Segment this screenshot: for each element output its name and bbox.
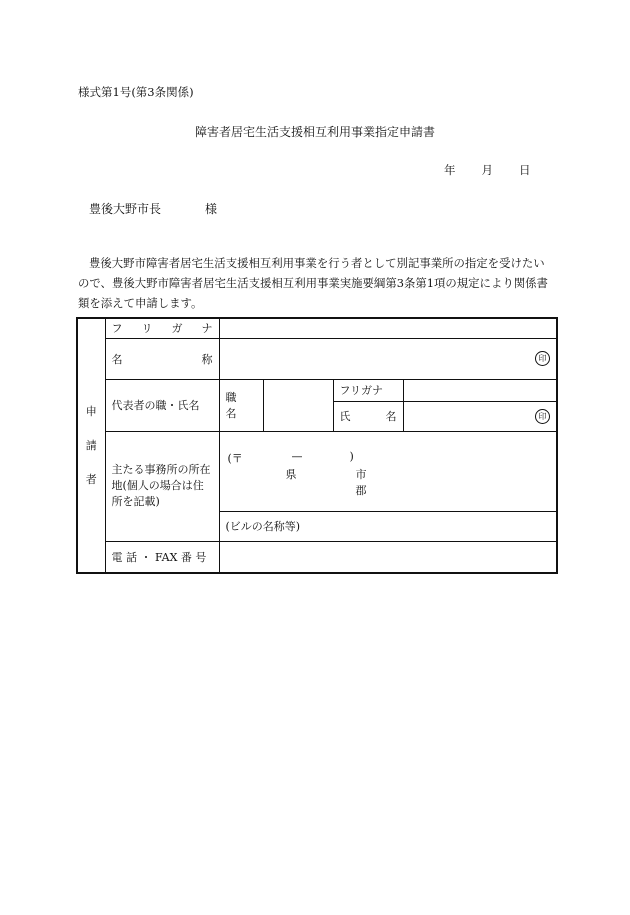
phone-fax-label: 電 話 ・ FAX 番 号 [105,541,219,573]
seal-mark: 印 [535,351,550,366]
applicant-side-label [77,318,105,573]
furigana-char: フ [111,322,123,336]
building-field[interactable] [219,511,557,541]
rep-name-char: 氏 [339,410,351,423]
postal-dash: — [291,449,303,463]
rep-name-label [333,401,403,431]
position-label: 職 名 [219,379,263,431]
date-line [444,162,531,178]
name-field[interactable] [219,338,557,379]
furigana-field[interactable] [219,318,557,338]
seal-mark: 印 [535,409,550,424]
postal-open: (〒 [227,451,243,465]
phone-fax-field[interactable] [219,541,557,573]
rep-name-char: 名 [385,410,397,423]
year-label: 年 [444,163,456,177]
address-field[interactable] [219,431,557,511]
furigana-char: リ [141,322,153,336]
intro-paragraph: 豊後大野市障害者居宅生活支援相互利用事業を行う者として別記事業所の指定を受けたいので、豊後大野市障害者居宅生活支援相互利用事業実施要綱第3条第1項の規定により関係書類を添えて申請します。 [78,256,548,310]
form-number: 様式第1号(第3条関係) [78,85,194,99]
position-field[interactable] [263,379,333,431]
document-title: 障害者居宅生活支援相互利用事業指定申請書 [194,125,435,139]
month-label: 月 [481,163,493,177]
city-label: 市 [355,467,367,481]
furigana-label [105,318,219,338]
side-label-char: 請 [85,438,97,452]
day-label: 日 [519,163,531,177]
building-label: (ビルの名称等) [225,520,301,533]
rep-name-field[interactable] [403,401,557,431]
side-label-char: 申 [85,404,97,418]
name-label [105,338,219,379]
addressee-name: 豊後大野市長 [89,202,162,216]
name-label-char: 名 [111,352,123,366]
furigana-char: ナ [201,322,213,336]
name-label-char: 称 [201,352,213,366]
addressee-honorific: 様 [205,202,218,216]
side-label-char: 者 [85,472,97,486]
applicant-table [76,317,558,574]
rep-furigana-field[interactable] [403,379,557,401]
county-label: 郡 [355,483,367,497]
postal-close: ) [349,449,354,463]
furigana-char: ガ [171,322,183,336]
address-label: 主たる事務所の所在地(個人の場合は住所を記載) [105,431,219,541]
representative-label: 代表者の職・氏名 [105,379,219,431]
addressee-line [89,200,217,217]
rep-furigana-label: フリガナ [333,379,403,401]
prefecture-label: 県 [285,467,297,481]
